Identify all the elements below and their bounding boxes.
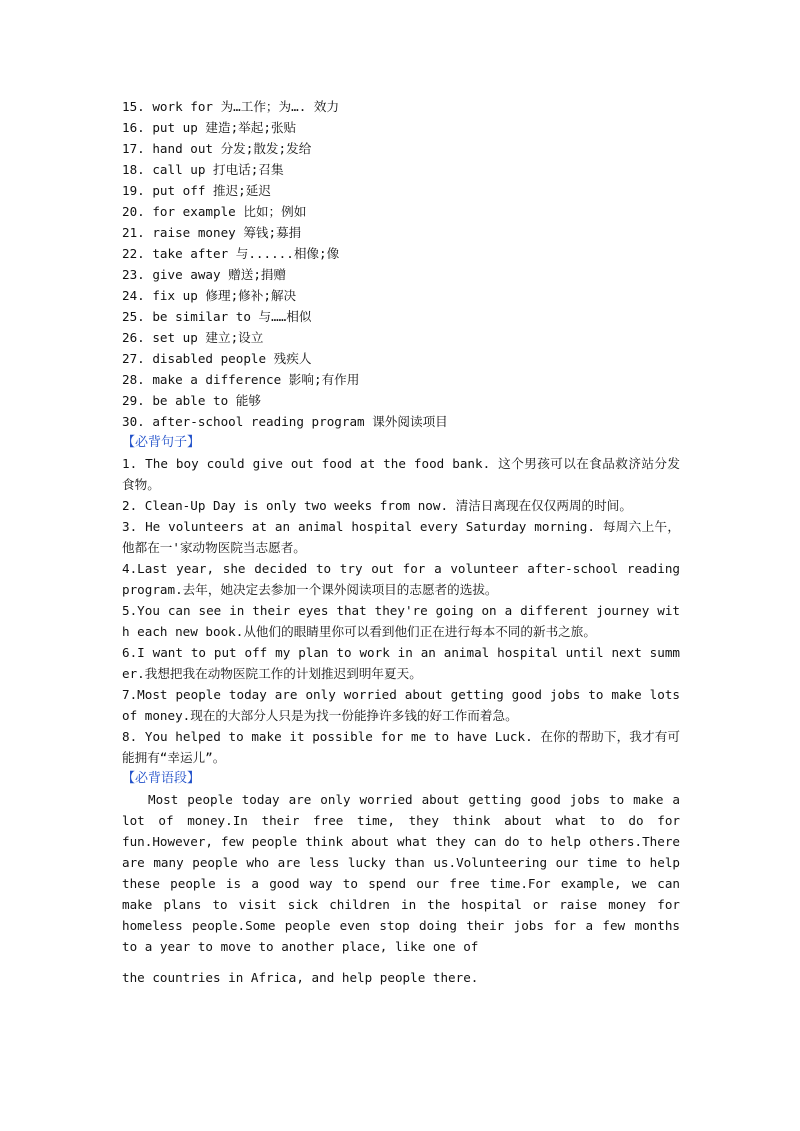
phrase-item: 16. put up 建造;举起;张贴 [122,120,297,135]
phrase-list [122,96,680,432]
phrase-item: 18. call up 打电话;召集 [122,162,284,177]
phrase-item: 24. fix up 修理;修补;解决 [122,288,297,303]
phrase-item: 19. put off 推迟;延迟 [122,183,271,198]
phrase-item: 20. for example 比如；例如 [122,204,307,219]
phrase-item: 26. set up 建立;设立 [122,330,264,345]
sentence-item: 5.You can see in their eyes that they're going on a different journey with each new book.从他们的眼睛里你可以看到他们正在进行每本不同的新书之旅。 [122,603,680,639]
sentence-item: 2. Clean-Up Day is only two weeks from now. 清洁日离现在仅仅两周的时间。 [122,498,632,513]
phrase-item: 21. raise money 筹钱;募捐 [122,225,302,240]
sentence-item: 1. The boy could give out food at the food bank. 这个男孩可以在食品救济站分发食物。 [122,456,680,492]
phrase-item: 23. give away 赠送;捐赠 [122,267,287,282]
recitation-paragraph: Most people today are only worried about getting good jobs to make a lot of money.In their free time, they think about what to do for fun.However, few people think about what they can do to help others.There are many people who are less lucky than us.Volunteering our time to help these people is a good way to spend our free time.For example, we can make plans to visit sick children in the hospital or raise money for homeless people.Some people even stop doing their jobs for a few months to a year to move to another place, like one of [122,792,680,954]
sentence-item: 7.Most people today are only worried about getting good jobs to make lots of money.现在的大部分人只是为找一份能挣许多钱的好工作而着急。 [122,687,680,723]
phrase-item: 28. make a difference 影响;有作用 [122,372,360,387]
sentence-item: 8. You helped to make it possible for me to have Luck. 在你的帮助下，我才有可能拥有“幸运儿”。 [122,729,680,765]
phrase-item: 30. after-school reading program 课外阅读项目 [122,414,448,429]
phrase-item: 25. be similar to 与……相似 [122,309,312,324]
phrase-item: 17. hand out 分发;散发;发给 [122,141,312,156]
sentence-item: 3. He volunteers at an animal hospital every Saturday morning. 每周六上午，他都在一'家动物医院当志愿者。 [122,519,680,555]
recitation-paragraph-tail: the countries in Africa, and help people there. [122,970,479,985]
sentence-item: 4.Last year, she decided to try out for a volunteer after-school reading program.去年，她决定去参加一个课外阅读项目的志愿者的选拔。 [122,561,680,597]
document-page [122,96,680,988]
sentences-heading: 【必背句子】 [122,435,201,450]
sentence-item: 6.I want to put off my plan to work in an animal hospital until next summer.我想把我在动物医院工作的计划推迟到明年夏天。 [122,645,680,681]
phrase-item: 27. disabled people 残疾人 [122,351,312,366]
phrase-item: 15. work for 为…工作；为…. 效力 [122,99,340,114]
paragraph-heading: 【必背语段】 [122,771,201,786]
phrase-item: 29. be able to 能够 [122,393,261,408]
phrase-item: 22. take after 与......相像;像 [122,246,340,261]
